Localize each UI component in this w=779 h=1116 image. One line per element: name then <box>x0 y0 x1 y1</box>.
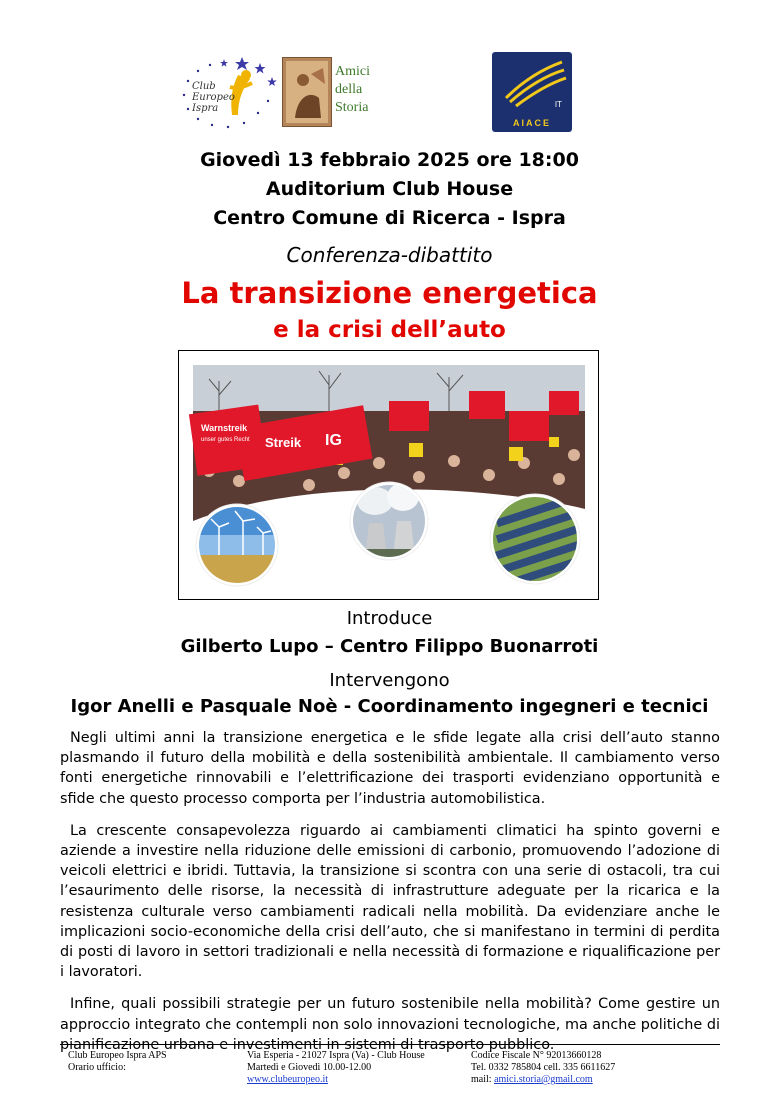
paragraph-3: Infine, quali possibili strategie per un futuro sostenibile nella mobilità? Come gestire un approccio integrato che contempli non solo innovazioni tecnologiche, ma anche politiche di pianificazione urbana e investimenti in sistemi di trasporto pubblico. <box>60 996 720 1053</box>
footer-org <box>68 1050 167 1074</box>
event-photo <box>178 350 599 600</box>
footer-contacts <box>471 1050 615 1086</box>
speakers-names: Igor Anelli e Pasquale Noè - Coordinamento ingegneri e tecnici <box>70 696 709 717</box>
historic-painting-icon <box>282 57 332 127</box>
club-europeo-ispra-logo <box>172 53 282 133</box>
protest-energy-collage-image <box>179 351 598 599</box>
footer-office-hours-label: Orario ufficio: <box>68 1062 126 1073</box>
footer-hours: Martedì e Giovedì 10.00-12.00 <box>247 1062 372 1073</box>
footer-mail-label: mail: <box>471 1074 492 1085</box>
storia-logo-text-2: della <box>335 82 363 97</box>
storia-logo-text-1: Amici <box>335 64 370 79</box>
storia-logo-text-3: Storia <box>335 100 369 115</box>
event-venue: Auditorium Club House <box>265 178 514 200</box>
description <box>60 728 720 1067</box>
footer-tax-code: Codice Fiscale N° 92013660128 <box>471 1050 602 1061</box>
intro-speaker: Gilberto Lupo – Centro Filippo Buonarroti <box>180 636 599 657</box>
paragraph-2: La crescente consapevolezza riguardo ai cambiamenti climatici ha spinto governi e aziende a investire nella riduzione delle emissioni di carbonio, promuovendo l’adozione di veicoli elettrici e ibridi. Tuttavia, la transizione si scontra con una serie di ostacoli, tra cui l’esaurimento delle risorse, la necessità di infrastrutture adeguate per la ricarica e la resistenza culturale verso cambiamenti radicali nella mobilità. Da evidenziare anche le implicazioni socio-economiche della crisi dell’auto, che si manifestano in termini di perdita di posti di lavoro in settori tradizionali e nella necessità di formazione e riqualificazione per i lavoratori. <box>60 822 720 981</box>
banner-text-4: Streik <box>265 435 302 450</box>
intro-label: Introduce <box>346 608 433 629</box>
footer-address <box>247 1050 425 1086</box>
amici-della-storia-logo <box>282 57 382 127</box>
website-link[interactable]: www.clubeuropeo.it <box>247 1074 328 1085</box>
aiace-country: IT <box>554 100 562 109</box>
footer-address-line: Via Esperia - 21027 Ispra (Va) - Club House <box>247 1050 425 1061</box>
banner-text-3: IG <box>325 432 342 449</box>
event-details <box>0 146 779 233</box>
paragraph-1: Negli ultimi anni la transizione energetica e le sfide legate alla crisi dell’auto stanno plasmando il futuro della mobilità e della sostenibilità ambientale. Il cambiamento verso fonti energetiche rinnovabili e l’elettrificazione dei trasporti evidenziano opportunità e sfide che questo processo comporta per l’industria automobilistica. <box>60 730 720 807</box>
event-title: La transizione energetica <box>181 276 598 310</box>
aiace-name: AIACE <box>512 118 551 128</box>
footer-phone: Tel. 0332 785804 cell. 335 6611627 <box>471 1062 616 1073</box>
event-place: Centro Comune di Ricerca - Ispra <box>213 207 566 229</box>
event-subtitle: e la crisi dell’auto <box>273 317 506 343</box>
speakers-label: Intervengono <box>329 670 450 691</box>
header-logos <box>0 45 779 135</box>
footer-org-name: Club Europeo Ispra APS <box>68 1050 167 1061</box>
club-logo-text-3: Ispra <box>192 103 219 114</box>
banner-text-1: Warnstreik <box>201 423 248 433</box>
event-date: Giovedì 13 febbraio 2025 ore 18:00 <box>200 149 579 171</box>
email-link[interactable]: amici.storia@gmail.com <box>494 1074 593 1085</box>
banner-text-2: unser gutes Recht <box>201 437 250 443</box>
footer-divider <box>60 1044 720 1045</box>
aiace-logo <box>492 52 572 132</box>
event-type: Conferenza-dibattito <box>286 243 493 267</box>
club-logo-text-2: Europeo <box>192 92 235 103</box>
club-logo-text-1: Club <box>192 81 216 92</box>
